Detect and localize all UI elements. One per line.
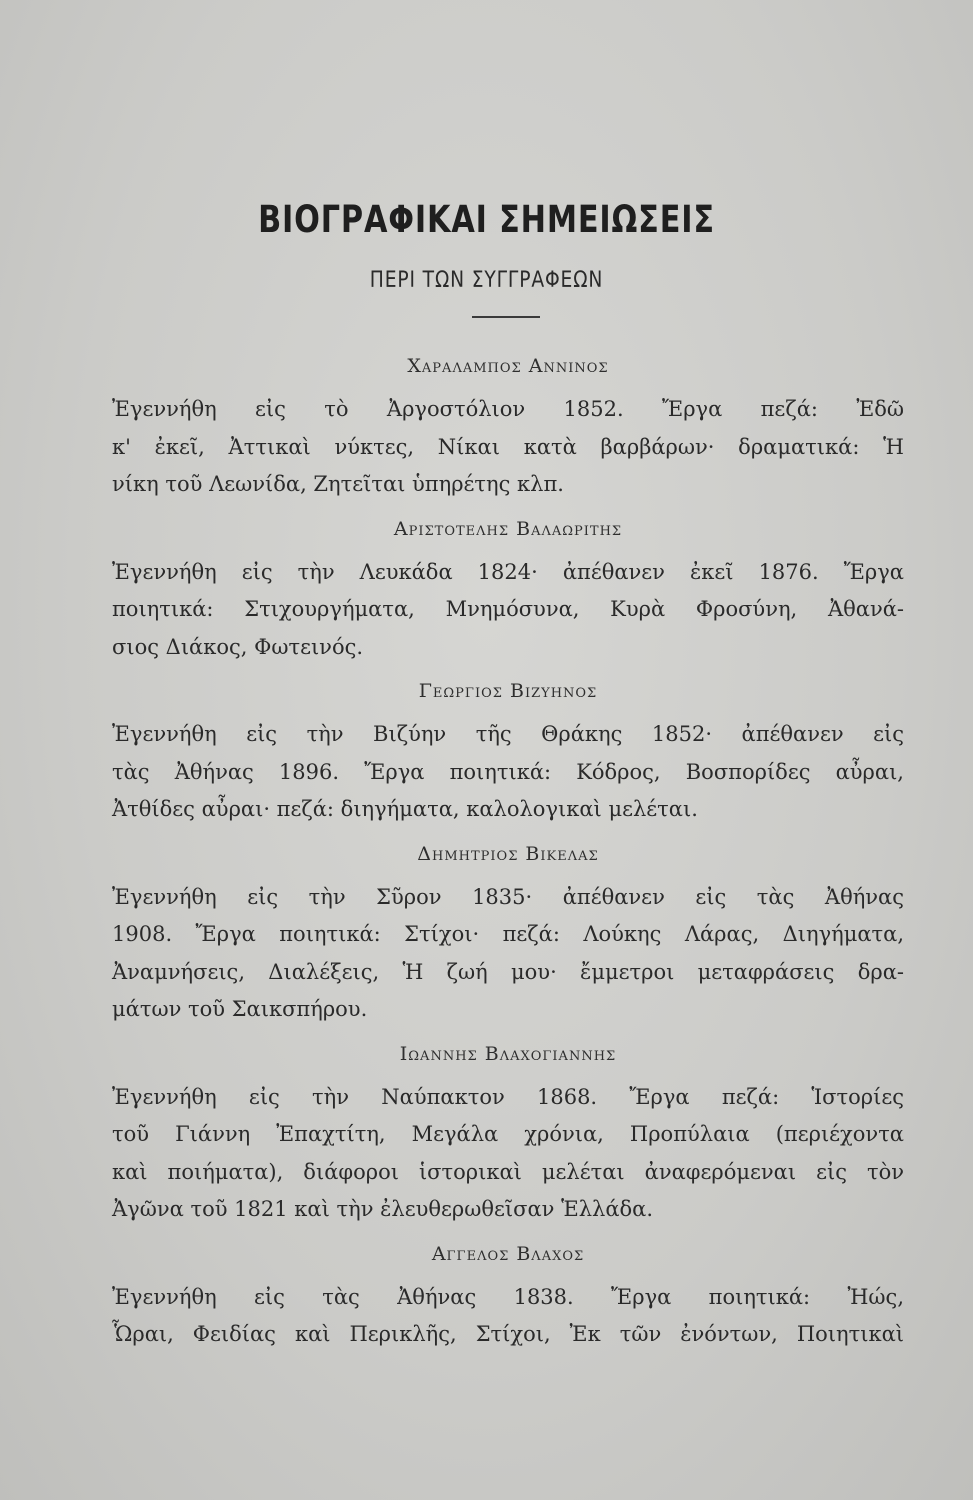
entry-vizyinos <box>112 680 904 829</box>
bio-line: Ἐγεννήθη εἰς τὴν Σῦρον 1835· ἀπέθανεν εἰς τὰς Ἀθήνας <box>112 884 904 909</box>
biographies <box>112 355 904 1368</box>
author-name: Δημητριος Βικελας <box>417 842 599 865</box>
bio-line: Ἐγεννήθη εἰς τὴν Βιζύην τῆς Θράκης 1852· ἀπέθανεν εἰς <box>112 722 904 746</box>
bio-line: Ἐγεννήθη εἰς τὰς Ἀθήνας 1838. Ἔργα ποιητικά: Ἠώς, <box>112 1284 904 1309</box>
entry-annino <box>112 355 904 504</box>
author-name: Αγγελος Βλαχος <box>431 1242 585 1265</box>
bio-line: Ἐγεννήθη εἰς τὸ Ἀργοστόλιον 1852. Ἔργα πεζά: Ἐδῶ <box>112 397 904 421</box>
bio-line: 1908. Ἔργα ποιητικά: Στίχοι· πεζά: Λούκης Λάρας, Διηγήματα, <box>112 922 904 946</box>
entry-vlachos <box>112 1243 904 1354</box>
bio-line: Ἐγεννήθη εἰς τὴν Ναύπακτον 1868. Ἔργα πεζά: Ἱστορίες <box>112 1084 904 1109</box>
entry-vikelas <box>112 843 904 1029</box>
author-name: Αριστοτελης Βαλαωριτης <box>393 517 623 540</box>
author-bio <box>112 1279 904 1354</box>
bio-line: ποιητικά: Στιχουργήματα, Μνημόσυνα, Κυρὰ Φροσύνη, Ἀθανά- <box>112 597 904 621</box>
bio-line: σιος Διάκος, Φωτεινός. <box>112 634 364 659</box>
bio-line: Ἀγῶνα τοῦ 1821 καὶ τὴν ἐλευθερωθεῖσαν Ἑλλάδα. <box>112 1197 654 1221</box>
bio-line: Ἀναμνήσεις, Διαλέξεις, Ἡ ζωή μου· ἔμμετροι μεταφράσεις δρα- <box>112 959 904 984</box>
author-bio <box>112 391 904 504</box>
page-title: ΒΙΟΓΡΑΦΙΚΑΙ ΣΗΜΕΙΩΣΕΙΣ <box>258 198 715 241</box>
title-divider <box>472 316 540 318</box>
bio-line: μάτων τοῦ Σαικσπήρου. <box>112 997 368 1021</box>
author-name: Ιωαννης Βλαχογιαννης <box>399 1042 617 1065</box>
bio-line: Ὧραι, Φειδίας καὶ Περικλῆς, Στίχοι, Ἐκ τῶν ἐνόντων, Ποιητικαὶ <box>112 1322 904 1346</box>
author-bio <box>112 1079 904 1229</box>
bio-line: Ἀτθίδες αὖραι· πεζά: διηγήματα, καλολογικαὶ μελέται. <box>112 797 698 821</box>
bio-line: Ἐγεννήθη εἰς τὴν Λευκάδα 1824· ἀπέθανεν ἐκεῖ 1876. Ἔργα <box>112 559 904 584</box>
bio-line: κ' ἐκεῖ, Ἀττικαὶ νύκτες, Νίκαι κατὰ βαρβάρων· δραματικά: Ἡ <box>112 434 904 459</box>
author-bio <box>112 879 904 1029</box>
author-name: Γεωργιος Βιζυηνος <box>418 680 598 702</box>
bio-line: νίκη τοῦ Λεωνίδα, Ζητεῖται ὑπηρέτης κλπ. <box>112 472 564 496</box>
author-bio <box>112 716 904 829</box>
bio-line: τὰς Ἀθήνας 1896. Ἔργα ποιητικά: Κόδρος, Βοσπορίδες αὖραι, <box>112 759 904 784</box>
bio-line: καὶ ποιήματα), διάφοροι ἱστορικαὶ μελέται ἀναφερόμεναι εἰς τὸν <box>112 1159 904 1184</box>
bio-line: τοῦ Γιάννη Ἐπαχτίτη, Μεγάλα χρόνια, Προπύλαια (περιέχοντα <box>112 1122 904 1146</box>
author-bio <box>112 554 904 667</box>
entry-valaoritis <box>112 518 904 667</box>
author-name: Χαραλαμπος Αννινος <box>407 355 609 377</box>
page-subtitle: ΠΕΡΙ ΤΩΝ ΣΥΓΓΡΑΦΕΩΝ <box>369 268 604 293</box>
entry-vlachogiannis <box>112 1043 904 1229</box>
